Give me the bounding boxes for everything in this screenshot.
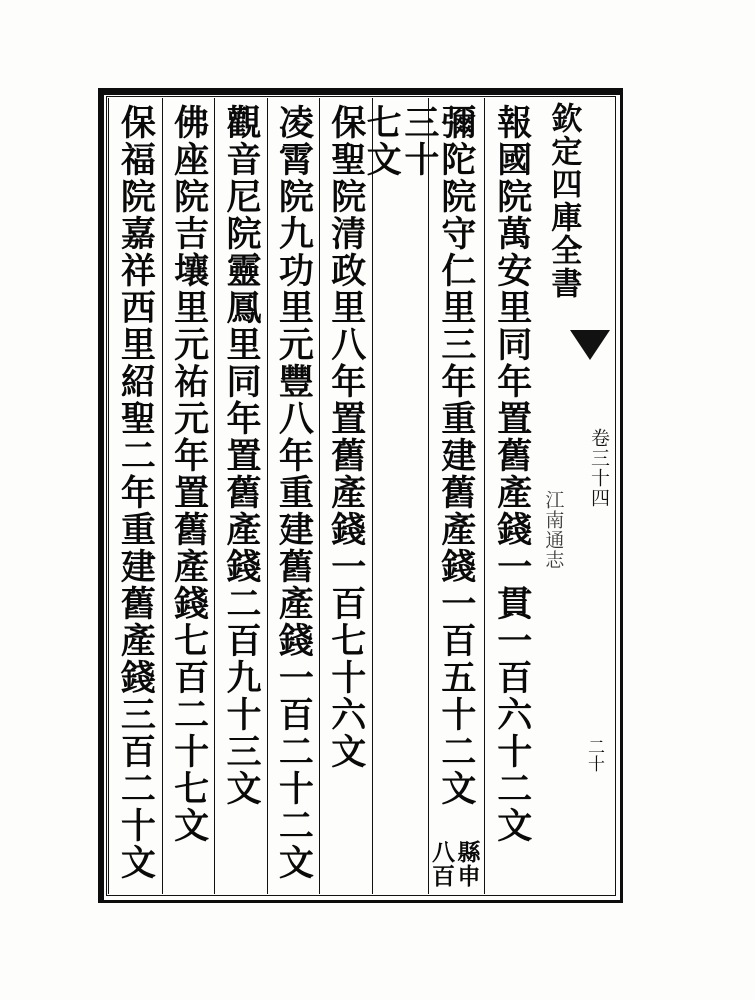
folio-number: 二十 — [584, 738, 604, 772]
fish-tail-ornament — [570, 330, 610, 360]
column-lingxiao-yuan — [267, 98, 319, 894]
book-title: 欽定四庫全書 — [545, 102, 582, 300]
column-text: 保聖院清政里八年置舊產錢一百七十六文 — [325, 104, 367, 770]
book-header-column — [539, 98, 614, 894]
column-text: 保福院嘉祥西里紹聖二年重建舊產錢三百二十文 — [115, 104, 157, 881]
column-text: 觀音尼院靈鳳里同年置舊產錢二百九十三文 — [221, 104, 263, 807]
book-subtitle: 江南通志 — [542, 490, 565, 570]
column-baofu-yuan — [108, 98, 162, 894]
column-text-line1: 三十 — [398, 104, 440, 178]
column-text: 佛座院吉壤里元祐元年置舊產錢七百二十七文 — [168, 104, 210, 844]
column-text: 報國院萬安里同年置舊產錢一貫一百六十二文 — [491, 104, 533, 844]
note-text-left: 八百 — [428, 840, 456, 888]
column-continuation — [361, 98, 440, 894]
column-baosheng-yuan — [319, 98, 371, 894]
text-columns — [108, 98, 614, 894]
note-text-right: 縣申 — [453, 840, 481, 888]
juan-number: 卷三十四 — [588, 428, 610, 508]
column-guanyinni-yuan — [214, 98, 266, 894]
column-baoguo-yuan — [484, 98, 540, 894]
column-text: 凌霄院九功里元豐八年重建舊產錢一百二十二文 — [273, 104, 315, 881]
column-text-line2: 七文 — [361, 104, 403, 178]
column-text: 彌陀院守仁里三年重建舊產錢一百五十二文 — [435, 104, 477, 807]
column-fozuo-yuan — [162, 98, 214, 894]
